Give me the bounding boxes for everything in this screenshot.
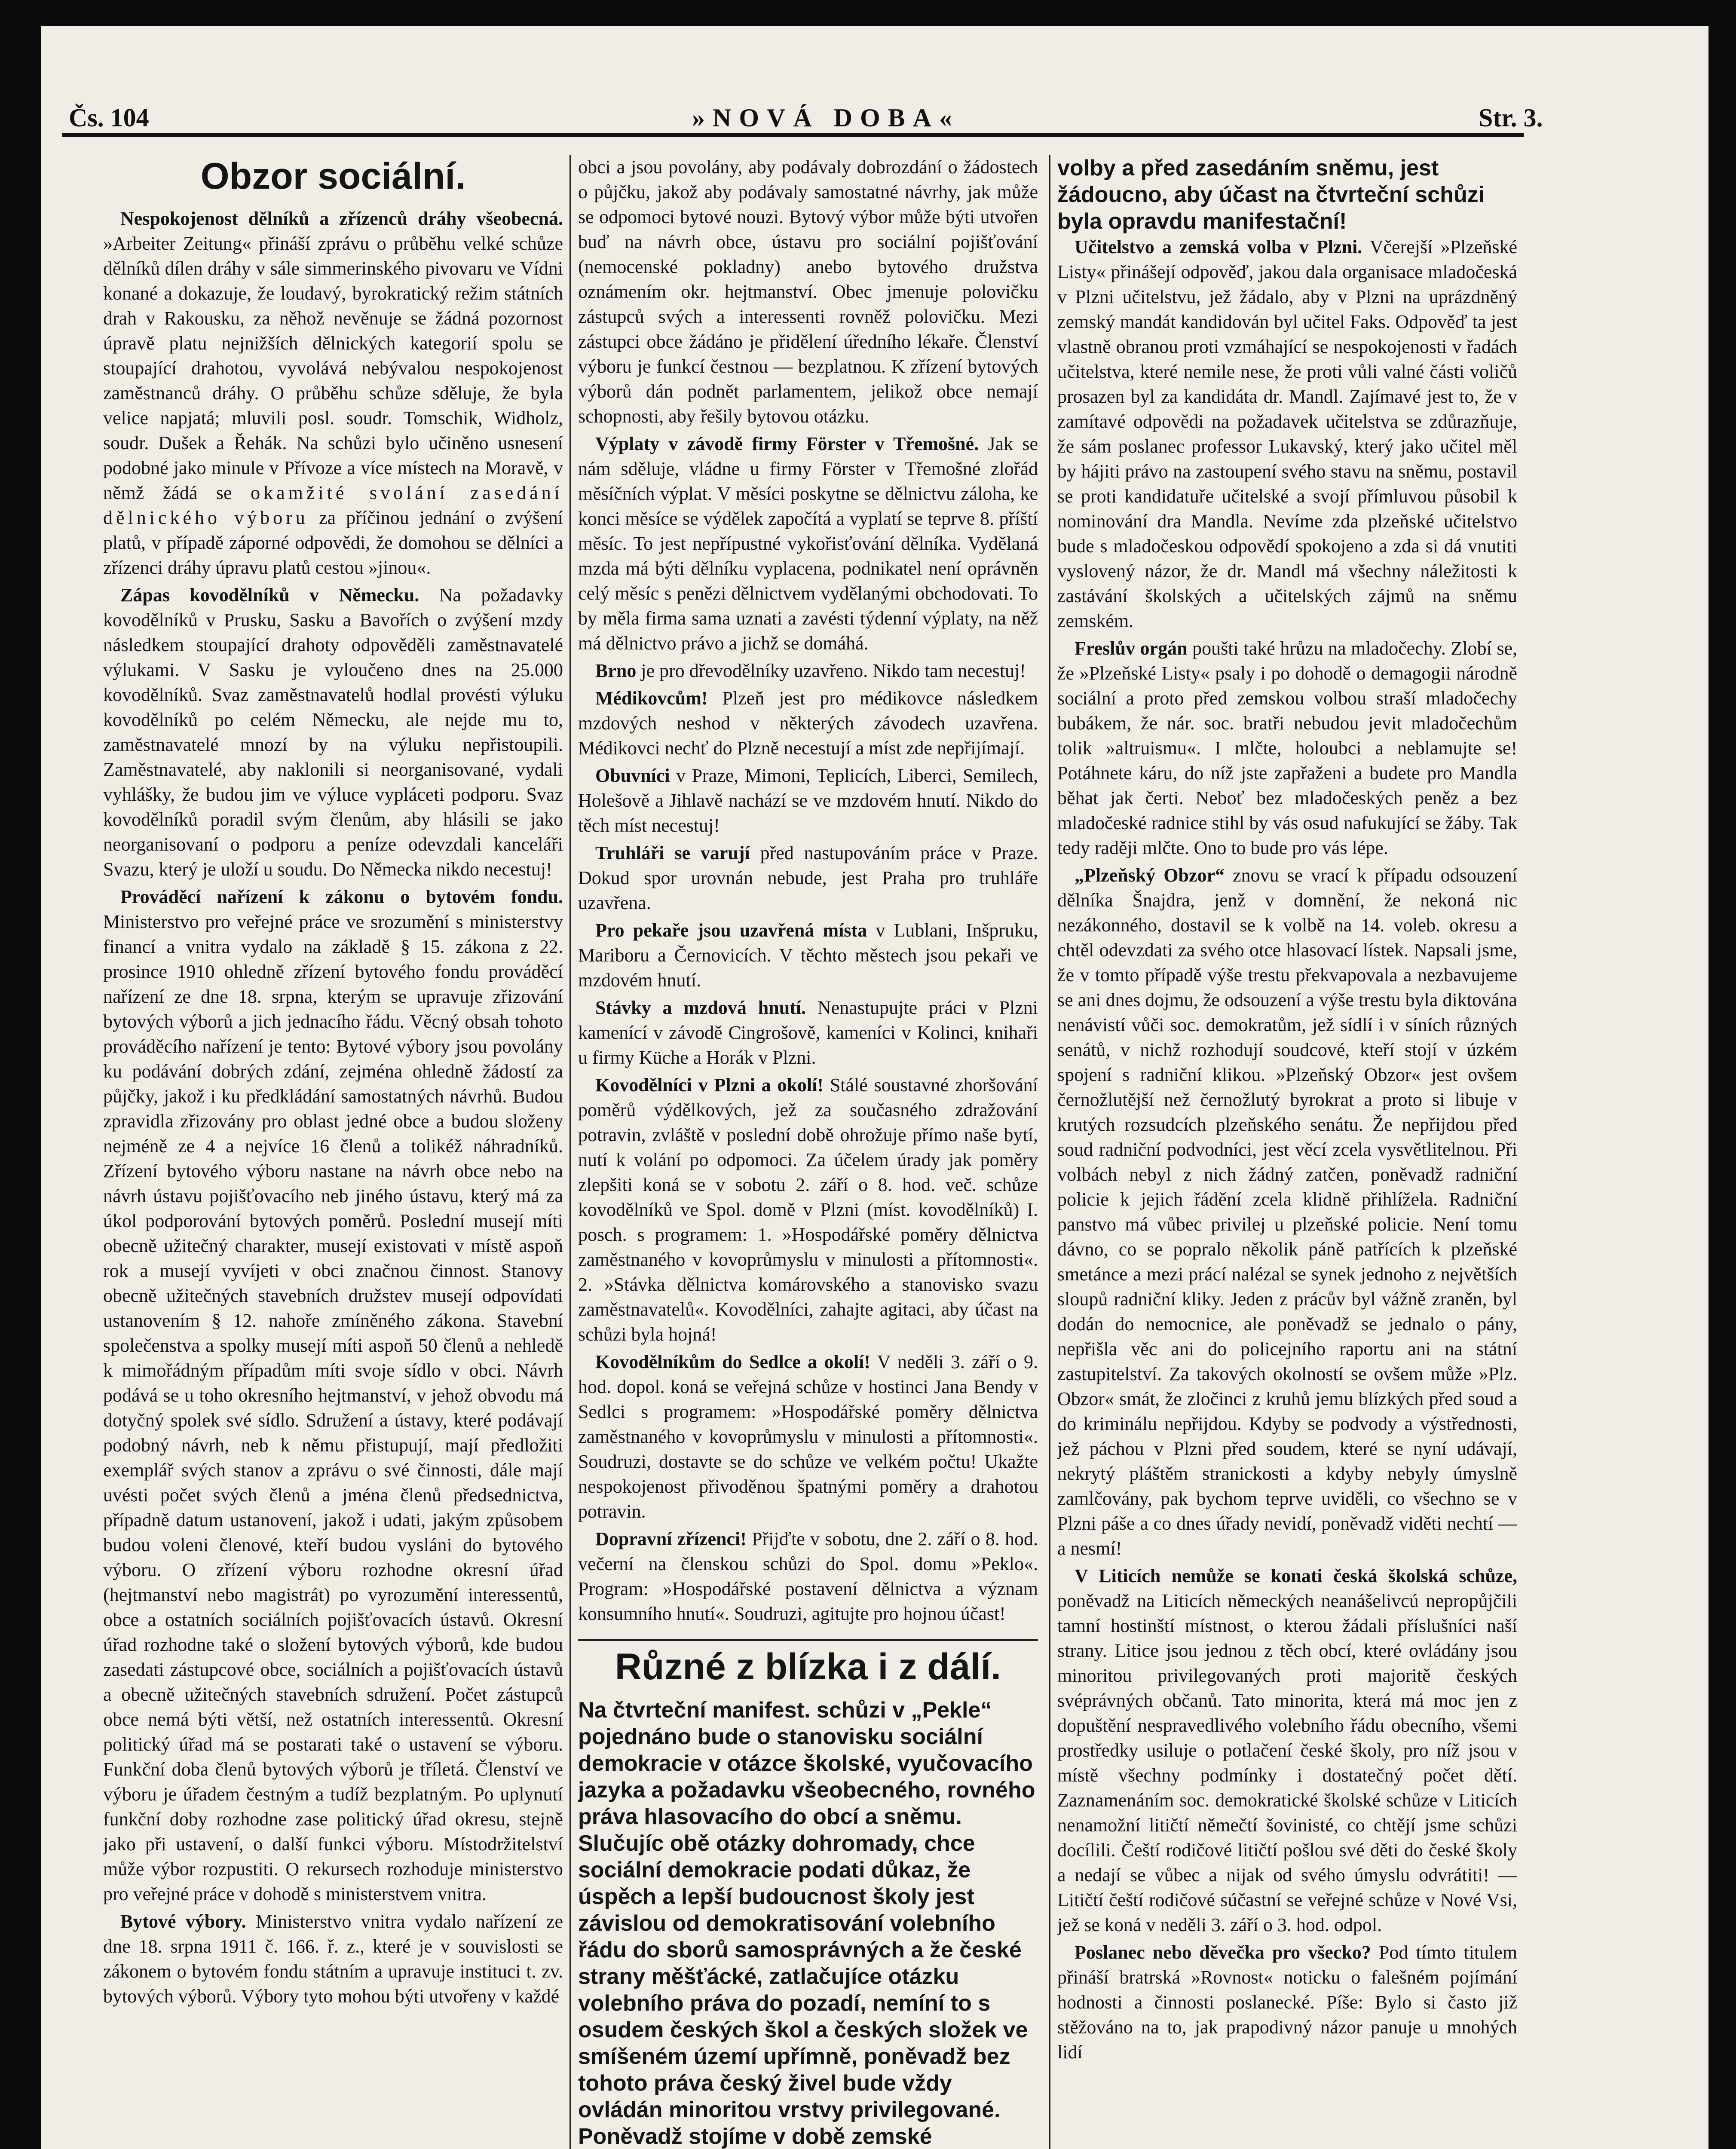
article [578, 1350, 1038, 1524]
article-text: za příčinou jednání o zvýšení platů, v případě záporné odpovědi, že domohou se dělníci a zřízenci dráhy úpravu platů cestou »jinou«. [103, 507, 563, 578]
article-text: v Lublani, Inšpruku, Mariboru a Černovicích. V těchto městech jsou pekaři ve mzdovém hnutí. [578, 920, 1038, 991]
article-text: Nenastupujte práci v Plzni kamenící v závodě Cingrošově, kameníci v Kolinci, knihaři u firmy Küche a Horák v Plzni. [578, 997, 1038, 1068]
headline-article-continuation: volby a před zasedáním sněmu, jest žádoucno, aby účast na čtvrteční schůzi byla opravdu manifestační! [1057, 156, 1485, 234]
article-text: Včerejší »Plzeňské Listy« přinášejí odpověď, jakou dala organisace mladočeská v Plzni učitelstvu, jež žádalo, aby v Plzni na uprázdněný zemský mandát kandidován byl učitel Faks. Odpověď ta jest vlastně obranou proti vzmáhající se nespokojenosti v řadách učitelstva, které nemile nese, že proti vůli valné části voličů prosazen byl za kandidáta dr. Mandl. Zajímavé jest to, že v zamítavé odpovědi na požadavek učitelstva se zdůrazňuje, že sám poslanec professor Lukavský, který jako učitel měl by hájiti právo na zastoupení svého stavu na sněmu, postavil se proti kandidatuře učitelské a svojí přímluvou působil k nominování dra Mandla. Nevíme zda plzeňské učitelstvo bude s mladočeskou odpovědí spokojeno a zda si dá vnutiti vyslovený názor, že dr. Mandl má všechny náležitosti k zastávání školských a učitelských zájmů na sněmu zemském. [1057, 236, 1517, 631]
article [578, 1527, 1038, 1626]
section-title: Různé z blízka i z dálí. [615, 1646, 1001, 1687]
article-heading: Brno [595, 660, 637, 681]
article-heading: Dopravní zřízenci! [595, 1528, 747, 1549]
article-heading: Médikovcům! [595, 688, 708, 709]
article-text: Jak se nám sděluje, vládne u firmy Förster v Třemošné zlořád měsíčních výplat. V měsíci poskytne se dělnictvu záloha, ke konci měsíce se výdělek započítá a vyplatí se teprve 8. příští měsíc. To jest nepřípustné vykořisťování dělníka. Vydělaná mzda má býti dělníku vyplacena, podnikatel není oprávněn celý měsíc s penězi dělnictvem vydělanými obchodovati. To by měla firma sama uznati a zavésti týdenní výplaty, na něž má dělnictvo právo a jichž se domáhá. [578, 433, 1038, 654]
section-title: Obzor sociální. [200, 156, 466, 197]
article-heading: Bytové výbory. [120, 1911, 246, 1932]
article-text: Na požadavky kovodělníků v Prusku, Sasku a Bavořích o zvýšení mzdy následkem stoupající drahoty odpověděli zaměstnavatelé výlukami. V Sasku je vyloučeno dnes na 25.000 kovodělníků. Svaz zaměstnavatelů hodlal provésti výluku kovodělníků po celém Německu, ale nejde mu to, zaměstnavatelé mnozí by na výluku nepřistoupili. Zaměstnavatelé, aby naklonili si neorganisované, vydali vyhlášky, že budou jim ve výluce vypláceti podporu. Svaz kovodělníků poradil svým členům, aby hlásili se jako neorganisovaní o podporu a peníze odevzdali kanceláři Svazu, který je uloží u soudu. Do Německa nikdo necestuj! [103, 585, 563, 880]
article-heading: Truhláři se varují [595, 842, 750, 863]
page-number: Str. 3. [1479, 104, 1543, 132]
article-continuation: obci a jsou povolány, aby podávaly dobrozdání o žádostech o půjčku, jakož aby podávaly samostatné návrhy, jak může se odpomoci bytové nouzi. Bytový výbor může býti utvořen buď na návrh obce, ústavu pro sociální pojišťování (nemocenské pokladny) anebo bytového družstva oznámením okr. hejtmanství. Obec jmenuje polovičku zástupců svých a interessenti rovněž polovičku. Mezi zástupci obce žádáno je přidělení úředního lékaře. Členství výboru je funkcí čestnou — bezplatnou. K zřízení bytových výborů dán podnět parlamentem, jelikož obce nemají schopnosti, aby řešily bytovou otázku. [578, 156, 1038, 427]
column-3 [1057, 155, 1517, 2149]
article-text: »Arbeiter Zeitung« přináší zprávu o průběhu velké schůze dělníků dílen dráhy v sále simmerinského pivovaru ve Vídni konané a dokazuje, že loudavý, byrokratický režim státních drah v Rakousku, za něhož nevěnuje se žádná pozornost úpravě platu nejnižších dělnických kategorií spolu se stoupající drahotou, vyvolává nebývalou nespokojenost zaměstnanců dráhy. O průběhu schůze sděluje, že byla velice napjatá; mluvili posl. soudr. Tomschik, Widholz, soudr. Dušek a Řehák. Na schůzi bylo učiněno usnesení podobné jako minule v Přívoze a více místech na Moravě, v němž žádá se [103, 233, 563, 503]
article-heading: V Liticích nemůže se konati česká školská schůze, [1075, 1565, 1517, 1586]
article-heading: Freslův orgán [1075, 638, 1188, 659]
article [103, 1909, 563, 2009]
article-text: Přijďte v sobotu, dne 2. září o 8. hod. večerní na členskou schůzi do Spol. domu »Peklo«. Program: »Hospodářské postavení dělnictva a význam konsumního hnutí«. Soudruzi, agitujte pro hojnou účast! [578, 1528, 1038, 1624]
article-heading: Stávky a mzdová hnutí. [595, 997, 806, 1018]
article-text: poušti také hrůzu na mladočechy. Zlobí se, že »Plzeňské Listy« psaly i po dohodě o demagogii národně sociální a proto před zemskou volbou straší mladočechy bubákem, že nár. soc. bratři nebudou jevit mladočechům tolik »altruismu«. I mlčte, holoubci a neblamujte se! Potáhnete káru, do níž jste zapřaženi a budete pro Mandla běhat jak čerti. Neboť bez mladočeských peněz a bez mladočeské radnice stihl by vás osud nafukující se žáby. Tak tedy raději mlčte. Ono to bude pro vás lépe. [1057, 638, 1517, 858]
article-text: poněvadž na Liticích německých neanášelivcú nepropůjčili tamní hostinští místnost, o kterou žádali příslušníci naší strany. Litice jsou jednou z těch obcí, které ovládány jsou minoritou privilegovaných proti majoritě českých svéprávných občanů. Tato minorita, která má moc jen z dopuštění nespravedlivého volebního řádu obecního, všemi prostředky usiluje o potlačení české školy, pro níž jsou v místě všechny podmínky i dostatečný počet dětí. Zaznamenáním soc. demokratické školské schůze v Liticích nenamožní litičtí němečtí šovinisté, co chtějí jsme schůzi docílili. Čeští rodičové litičtí pošlou své děti do české školy a nedají se vůbec a nijak od svého úmyslu odvrátiti! — Litičtí čeští rodičové súčastní se veřejné schůze v Nové Vsi, jež se koná v neděli 3. září o 3. hod. odpol. [1057, 1590, 1517, 1935]
article-text-spaced: okamžité svolání zasedání dělnického výboru [103, 482, 563, 528]
article-text: Ministerstvo pro veřejné práce ve srozumění s ministerstvy financí a vnitra vydalo na základě § 15. zákona z 22. prosince 1910 ohledně zřízení bytového fondu prováděcí nařízení ze dne 18. srpna, kterým se upravuje zřizování bytových výborů a jich jednacího řádu. Věcný obsah tohoto prováděcího nařízení je tento: Bytové výbory jsou povolány ku podávání dobrých zdání, zejména ohledně žádostí za půjčky, jakož i ku předkládání samostatných návrhů. Budou zpravidla zřizovány pro oblast jedné obce a budou složeny nejméně ze 4 a nejvíce 16 členů a tolikéž náhradníků. Zřízení bytového výboru nastane na návrh obce nebo na návrh ústavu pojišťovacího neb jiného ústavu, který má za úkol podporování bytových poměrů. Poslední musejí míti obecně užitečný charakter, musejí existovati v místě aspoň rok a musejí vyvíjeti v obci značnou činnost. Stanovy obecně užitečných stavebních družstev musejí odpovídati ustanovením § 12. nahoře zmíněného zákona. Stavební společenstva a spolky musejí míti aspoň 50 členů a nehledě k mimořádným případům míti svoje sídlo v obci. Návrh podává se u toho okresního hejtmanství, v jehož obvodu má dotyčný spolek své sídlo. Sdružení a ústavy, které podávají podobný návrh, neb k němu přistupují, mají předložiti exemplář svých stanov a zprávu o své činnosti, dále mají uvésti počet svých členů a jména členů předsednictva, případně datum ustanovení, jakož i udati, jakým způsobem budou voleni členové, kteří budou vysláni do bytového výboru. O zřízení výboru rozhodne okresní úřad (hejtmanství nebo magistrát) po vyrozumění interessentů, obce a ostatních sociálních pojišťovacích ústavů. Okresní úřad rozhodne také o složení bytových výborů, kde budou zasedati zástupcové obce, sociálních a pojišťovacích ústavů a obecně užitečných stavebních sdružení. Počet zástupců obce nemá býti větší, než ostatních interessentů. Okresní politický úřad má se postarati také o ustavení se výboru. Funkční doba členů bytových výborů je tříletá. Členství ve výboru je úřadem čestným a tudíž bezplatným. Po uplynutí funkční doby rozhodne zase politický úřad okresu, stejně jako při ustavení, o další funkci výboru. Místodržitelství může výbor rozpustiti. O rekursech rozhoduje ministerstvo pro veřejné práce v dohodě s ministerstvem vnitra. [103, 911, 563, 1904]
article [1057, 863, 1517, 1561]
article [578, 686, 1038, 761]
article-text: je pro dřevodělníky uzavřeno. Nikdo tam necestuj! [641, 660, 1026, 681]
article [103, 583, 563, 882]
article [1057, 1564, 1517, 1938]
article-heading: „Plzeňský Obzor“ [1075, 865, 1225, 886]
article-text: v Praze, Mimoni, Teplicích, Liberci, Semilech, Holešově a Jihlavě nachází se ve mzdovém hnutí. Nikdo do těch míst necestuj! [578, 765, 1038, 836]
article [103, 206, 563, 580]
column-1 [103, 155, 563, 2149]
article [578, 918, 1038, 993]
article [1057, 636, 1517, 860]
article-text: Stálé soustavné zhoršování poměrů výdělkových, jež za současného zdražování potravin, zvláště v poslední době ohrožuje přímo naše bytí, nutí k volání po odpomoci. Za účelem úrady jak poměry zlepšiti koná se v sobotu 2. září o 8. hod. več. schůze kovodělníků ve Spol. domě v Plzni (míst. kovodělníků) I. posch. s programem: 1. »Hospodářské poměry dělnictva zaměstnaného v kovoprůmyslu v minulosti a přítomnosti«. 2. »Stávka dělnictva komárovského a stanovisko svazu zaměstnavatelů«. Kovodělníci, zahajte agitaci, aby účast na schůzi byla hojná! [578, 1074, 1038, 1345]
article [103, 885, 563, 1907]
column-divider [1049, 155, 1050, 2149]
article-text: před nastupováním práce v Praze. Dokud spor urovnán nebude, jest Praha pro truhláře uzavřena. [578, 842, 1038, 913]
article-heading: Nespokojenost dělníků a zřízenců dráhy všeobecná. [120, 208, 563, 229]
article-heading: Kovodělníci v Plzni a okolí! [595, 1074, 824, 1096]
article [578, 432, 1038, 656]
article [578, 995, 1038, 1070]
issue-number: Čs. 104 [69, 104, 149, 132]
article-heading: Obuvníci [595, 765, 670, 786]
article-text: Pod tímto titulem přináší bratrská »Rovnost« noticku o falešném pojímání hodnosti a činnosti poslanecké. Píše: Bylo si často již stěžováno na to, jak prapodivný názor panuje u mnohých lidí [1057, 1942, 1517, 2063]
article [1057, 1940, 1517, 2065]
article [578, 763, 1038, 838]
article-heading: Poslanec nebo děvečka pro všecko? [1075, 1942, 1371, 1963]
masthead-title: »NOVÁ DOBA« [692, 104, 960, 132]
article-heading: Prováděcí nařízení k zákonu o bytovém fondu. [120, 886, 563, 907]
article-heading: Výplaty v závodě firmy Förster v Třemošné. [595, 433, 979, 454]
article [1057, 235, 1517, 634]
headline-article: Na čtvrteční manifest. schůzi v „Pekle“ pojednáno bude o stanovisku sociální demokracie v otázce školské, vyučovacího jazyka a požadavku všeobecného, rovného práva hlasovacího do obcí a sněmu. Slučujíc obě otázky dohromady, chce sociální demokracie podati důkaz, že úspěch a lepší budoucnost školy jest závislou od demokratisování volebního řádu do sborů samosprávných a že české strany měšťácké, zatlačujíce otázku volebního práva do pozadí, nemíní to s osudem českých škol a českých složek ve smíšeném území upřímně, poněvadž bez tohoto práva český živel bude vždy ovládán minoritou vrstvy privilegované. Poněvadž stojíme v době zemské [578, 1698, 1035, 2149]
article-heading: Zápas kovodělníků v Německu. [120, 585, 419, 606]
article-text: V neděli 3. září o 9. hod. dopol. koná se veřejná schůze v hostinci Jana Bendy v Sedlci s programem: »Hospodářské poměry dělnictva zaměstnaného v kovoprůmyslu v minulosti a přítomnosti«. Soudruzi, dostavte se do schůze ve velkém počtu! Ukažte nespokojenost přivoděnou špatnými poměry a drahotou potravin. [578, 1351, 1038, 1522]
article-text: Ministerstvo vnitra vydalo nařízení ze dne 18. srpna 1911 č. 166. ř. z., které je v souvislosti se zákonem o bytovém fondu státním a upravuje instituci t. zv. bytových výborů. Výbory tyto mohou býti utvořeny v každé [103, 1911, 563, 2007]
article [578, 658, 1038, 683]
article [578, 841, 1038, 915]
section-divider [578, 1639, 1038, 1641]
article-heading: Kovodělníkům do Sedlce a okolí! [595, 1351, 871, 1372]
column-2 [578, 155, 1038, 2149]
article [578, 1073, 1038, 1347]
article-text: znovu se vrací k případu odsouzení dělníka Šnajdra, jenž v domnění, že nekoná nic nezákonného, dostavil se k volbě na 14. voleb. okresu a chtěl odevzdati za svého otce hlasovací lístek. Napsali jsme, že v tomto případě výše trestu překvapovala a nezbavujeme se ani dnes dojmu, že odsouzení a výše trestu byla diktována nenávistí vůči soc. demokratům, jež sídlí i v síních různých senátů, v nichž rozhodují soudcové, kteří stojí v úzkém spojení s radniční klikou. »Plzeňský Obzor« jest ovšem černožlutější než černožlutý byrokrat a proto si libuje v krutých rozsudcích plzeňského senátu. Že nepřijdou před soud radniční podvodníci, jest věcí zcela vysvětlitelnou. Při volbách nebyl z nich žádný zatčen, poněvadž radniční policie k jejich řádění zcela klidně přihlížela. Radniční panstvo má vůbec privilej u plzeňské policie. Není tomu dávno, co se popralo několik páně patřících k plzeňské smetánce a mezi prácí nalézal se synek jednoho z největších sloupů radniční kliky. Jeden z prácův byl vážně zraněn, byl dodán do nemocnice, ale poněvadž se jednalo o pány, nepřišla věc ani do policejního raportu ani na státní zastupitelství. Za takových okolností se ovšem může »Plz. Obzor« smát, že zločinci z kruhů jemu blízkých před soud a do kriminálu nepřijdou. Kdyby se podvody a výstřednosti, jež páchou v Plzni před soudem, které se nyní udávají, nekrytý pláštěm stranickosti a kdyby nebyly úmyslně zamlčovány, pak bychom teprve uviděli, co všechno se v Plzni páše a co dnes úřady nevidí, poněvadž viděti nechtí — a nesmí! [1057, 865, 1517, 1559]
article-text: Plzeň jest pro médikovce následkem mzdových neshod v některých závodech uzavřena. Médikovci nechť do Plzně necestují a míst zde nepřijímají. [578, 688, 1038, 759]
column-divider [569, 155, 571, 2149]
article-heading: Pro pekaře jsou uzavřená místa [595, 920, 867, 941]
article-heading: Učitelstvo a zemská volba v Plzni. [1075, 236, 1362, 257]
